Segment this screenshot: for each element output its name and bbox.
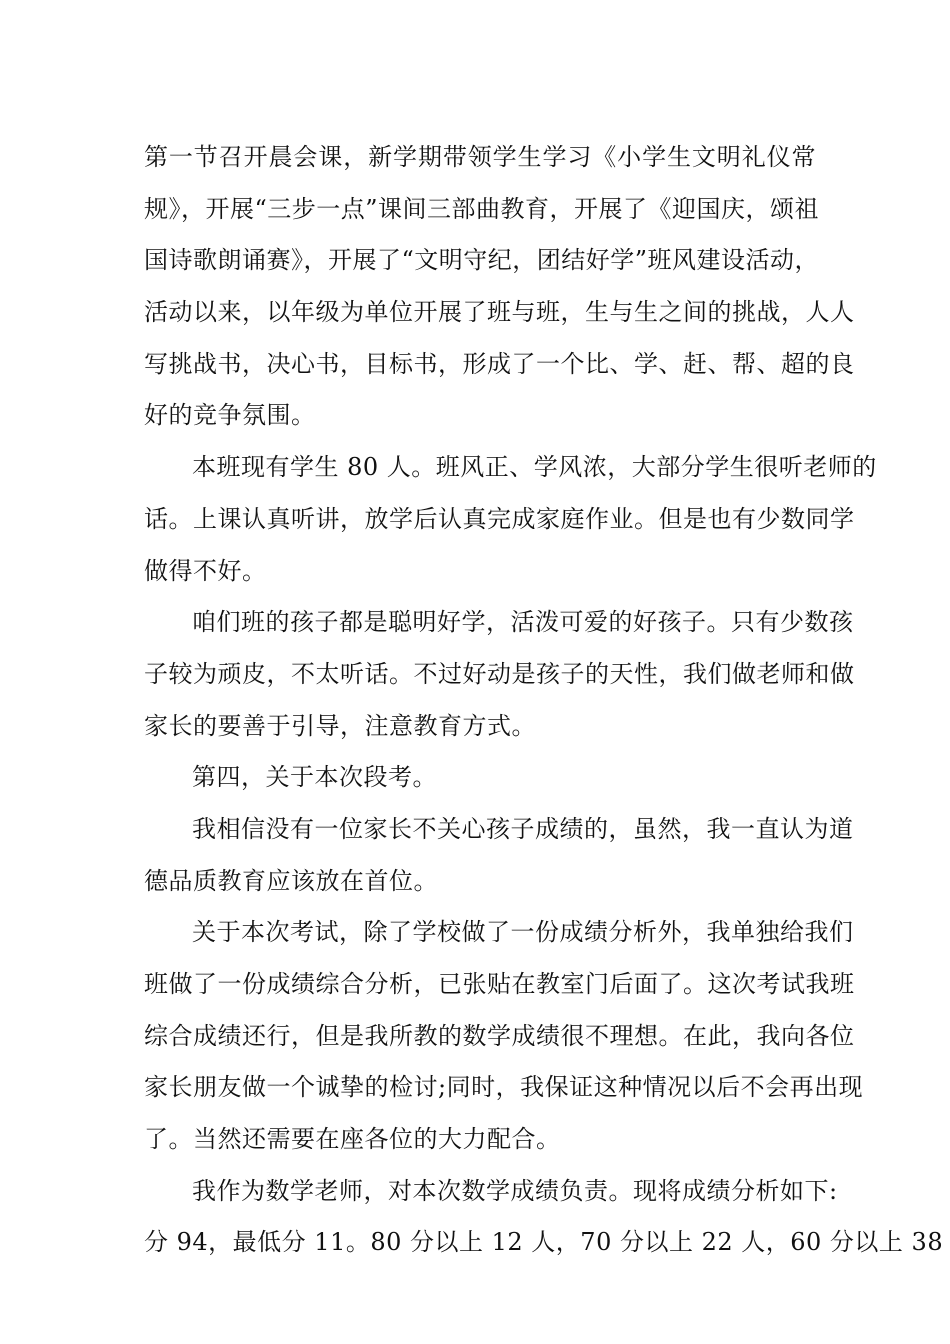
paragraph-line: 班做了一份成绩综合分析，已张贴在教室门后面了。这次考试我班 [144, 970, 855, 998]
paragraph-line: 我相信没有一位家长不关心孩子成绩的，虽然，我一直认为道 [192, 814, 854, 843]
paragraph-line: 话。上课认真听讲，放学后认真完成家庭作业。但是也有少数同学 [144, 504, 855, 533]
paragraph-line: 综合成绩还行，但是我所教的数学成绩很不理想。在此，我向各位 [144, 1021, 855, 1050]
paragraph-line: 做得不好。 [144, 556, 267, 585]
section-heading: 第四，关于本次段考。 [192, 763, 437, 792]
paragraph-line: 好的竞争氛围。 [144, 401, 316, 430]
paragraph-line: 写挑战书，决心书，目标书，形成了一个比、学、赶、帮、超的良 [144, 349, 855, 378]
paragraph-line: 关于本次考试，除了学校做了一份成绩分析外，我单独给我们 [192, 918, 854, 947]
paragraph-line: 家长的要善于引导，注意教育方式。 [144, 711, 536, 740]
paragraph-line: 规》，开展“三步一点”课间三部曲教育，开展了《迎国庆，颂祖 [144, 194, 820, 223]
paragraph-line: 咱们班的孩子都是聪明好学，活泼可爱的好孩子。只有少数孩 [192, 608, 854, 637]
paragraph-line: 家长朋友做一个诚挚的检讨;同时，我保证这种情况以后不会再出现 [144, 1073, 864, 1102]
paragraph-line: 国诗歌朗诵赛》，开展了“文明守纪，团结好学”班风建设活动， [144, 246, 820, 275]
paragraph-line: 德品质教育应该放在首位。 [144, 866, 438, 895]
paragraph-line: 子较为顽皮，不太听话。不过好动是孩子的天性，我们做老师和做 [144, 659, 855, 688]
paragraph-line: 分 94，最低分 11。80 分以上 12 人，70 分以上 22 人，60 分以上 38 [144, 1228, 944, 1257]
document-body [144, 132, 944, 1269]
paragraph-line: 我作为数学老师，对本次数学成绩负责。现将成绩分析如下: [192, 1176, 838, 1205]
paragraph-line: 本班现有学生 80 人。班风正、学风浓，大部分学生很听老师的 [192, 453, 877, 482]
paragraph-line: 第一节召开晨会课，新学期带领学生学习《小学生文明礼仪常 [144, 143, 816, 171]
paragraph-line: 活动以来，以年级为单位开展了班与班，生与生之间的挑战，人人 [144, 298, 855, 327]
paragraph-line: 了。当然还需要在座各位的大力配合。 [144, 1125, 561, 1154]
